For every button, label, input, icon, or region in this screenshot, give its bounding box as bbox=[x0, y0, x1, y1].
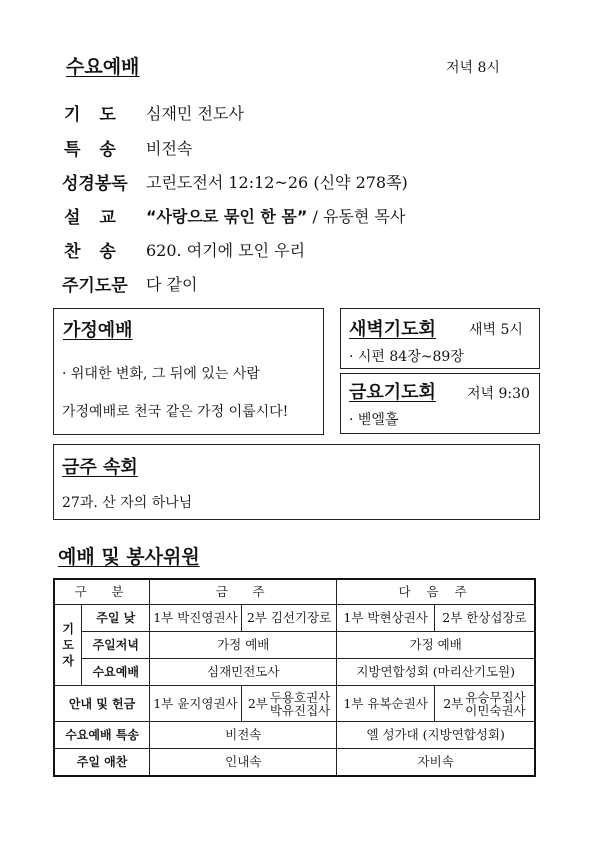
header-category: 구 분 bbox=[54, 579, 150, 605]
dawn-prayer-box bbox=[340, 308, 540, 369]
dawn-prayer-text: · 시편 84장~89장 bbox=[349, 349, 464, 365]
cell-next-sunday-2: 2부 한상섭장로 bbox=[434, 605, 535, 632]
row-label-sunday-day: 주일 낮 bbox=[82, 605, 150, 632]
this-guide-2-name-1: 두용호권사 bbox=[269, 689, 331, 705]
program-value-scripture: 고린도전서 12:12~26 (신약 278쪽) bbox=[146, 173, 408, 192]
cell-meeting-title: 금주 속회 bbox=[62, 457, 138, 478]
cell-this-sunday-evening: 가정 예배 bbox=[150, 632, 337, 659]
row-label-sunday-evening: 주일저녁 bbox=[82, 632, 150, 659]
program-label-special-song: 특 송 bbox=[64, 140, 117, 160]
row-label-wednesday: 수요예배 bbox=[82, 659, 150, 686]
family-worship-box bbox=[53, 308, 324, 435]
program-value-hymn: 620. 여기에 모인 우리 bbox=[146, 241, 306, 260]
cell-next-guide-1: 1부 유복순권사 bbox=[337, 686, 435, 722]
header-next-week: 다 음 주 bbox=[337, 579, 535, 605]
cell-next-special-song: 엘 성가대 (지방연합성회) bbox=[337, 722, 535, 749]
table-row bbox=[54, 659, 535, 686]
cell-this-guide-2 bbox=[241, 686, 337, 722]
table-row bbox=[54, 722, 535, 749]
family-worship-line2: 가정예배로 천국 같은 가정 이룹시다! bbox=[62, 404, 289, 420]
table-row bbox=[54, 605, 535, 632]
cell-next-sunday-1: 1부 박현상권사 bbox=[337, 605, 435, 632]
program-label-hymn: 찬 송 bbox=[64, 242, 117, 262]
this-guide-2-prefix: 2부 bbox=[247, 695, 268, 711]
friday-prayer-text: · 벧엘홀 bbox=[349, 412, 399, 428]
row-label-fellowship-meal: 주일 애찬 bbox=[54, 749, 150, 777]
cell-next-wednesday: 지방연합성회 (마리산기도원) bbox=[337, 659, 535, 686]
row-label-special-song: 수요예배 특송 bbox=[54, 722, 150, 749]
sermon-preacher: / 유동현 목사 bbox=[307, 207, 406, 226]
volunteers-table bbox=[53, 578, 536, 777]
dawn-prayer-title: 새벽기도회 bbox=[349, 319, 436, 340]
cell-this-guide-1: 1부 윤지영권사 bbox=[150, 686, 242, 722]
table-row bbox=[54, 686, 535, 722]
program-value-lords-prayer: 다 같이 bbox=[146, 275, 198, 294]
program-label-lords-prayer: 주기도문 bbox=[62, 276, 128, 296]
program-label-prayer: 기 도 bbox=[64, 105, 117, 125]
cell-meeting-box bbox=[53, 444, 540, 520]
dawn-prayer-time: 새벽 5시 bbox=[469, 322, 523, 338]
cell-next-guide-2 bbox=[434, 686, 535, 722]
family-worship-line1: · 위대한 변화, 그 뒤에 있는 사람 bbox=[62, 366, 260, 382]
cell-this-sunday-1: 1부 박진영권사 bbox=[150, 605, 242, 632]
program-value-sermon bbox=[146, 204, 405, 227]
family-worship-title: 가정예배 bbox=[63, 320, 133, 341]
sermon-title: “사랑으로 묶인 한 몸” bbox=[146, 207, 308, 226]
prayer-group-label: 기 도 자 bbox=[54, 605, 82, 686]
wed-service-time: 저녁 8시 bbox=[446, 60, 500, 76]
table-header-row bbox=[54, 579, 535, 605]
next-guide-2-prefix: 2부 bbox=[443, 695, 464, 711]
cell-next-sunday-evening: 가정 예배 bbox=[337, 632, 535, 659]
table-row bbox=[54, 749, 535, 777]
friday-prayer-title: 금요기도회 bbox=[349, 382, 436, 403]
cell-this-sunday-2: 2부 김선기장로 bbox=[241, 605, 337, 632]
program-value-special-song: 비전속 bbox=[146, 139, 193, 158]
header-this-week: 금 주 bbox=[150, 579, 337, 605]
cell-this-special-song: 비전속 bbox=[150, 722, 337, 749]
cell-next-fellowship-meal: 자비속 bbox=[337, 749, 535, 777]
this-guide-2-name-2: 박유진집사 bbox=[269, 702, 331, 718]
row-label-guide-offering: 안내 및 헌금 bbox=[54, 686, 150, 722]
program-label-scripture: 성경봉독 bbox=[62, 174, 128, 194]
friday-prayer-box bbox=[340, 373, 540, 434]
program-value-prayer: 심재민 전도사 bbox=[146, 104, 244, 123]
cell-meeting-text: 27과. 산 자의 하나님 bbox=[62, 495, 193, 511]
friday-prayer-time: 저녁 9:30 bbox=[467, 386, 530, 402]
next-guide-2-name-2: 이민숙권사 bbox=[465, 702, 526, 718]
volunteers-title: 예배 및 봉사위원 bbox=[58, 546, 200, 568]
cell-this-wednesday: 심재민전도사 bbox=[150, 659, 337, 686]
table-row bbox=[54, 632, 535, 659]
cell-this-fellowship-meal: 인내속 bbox=[150, 749, 337, 777]
next-guide-2-name-1: 유승무집사 bbox=[465, 689, 526, 705]
wed-service-title: 수요예배 bbox=[66, 56, 140, 78]
program-label-sermon: 설 교 bbox=[64, 208, 117, 228]
